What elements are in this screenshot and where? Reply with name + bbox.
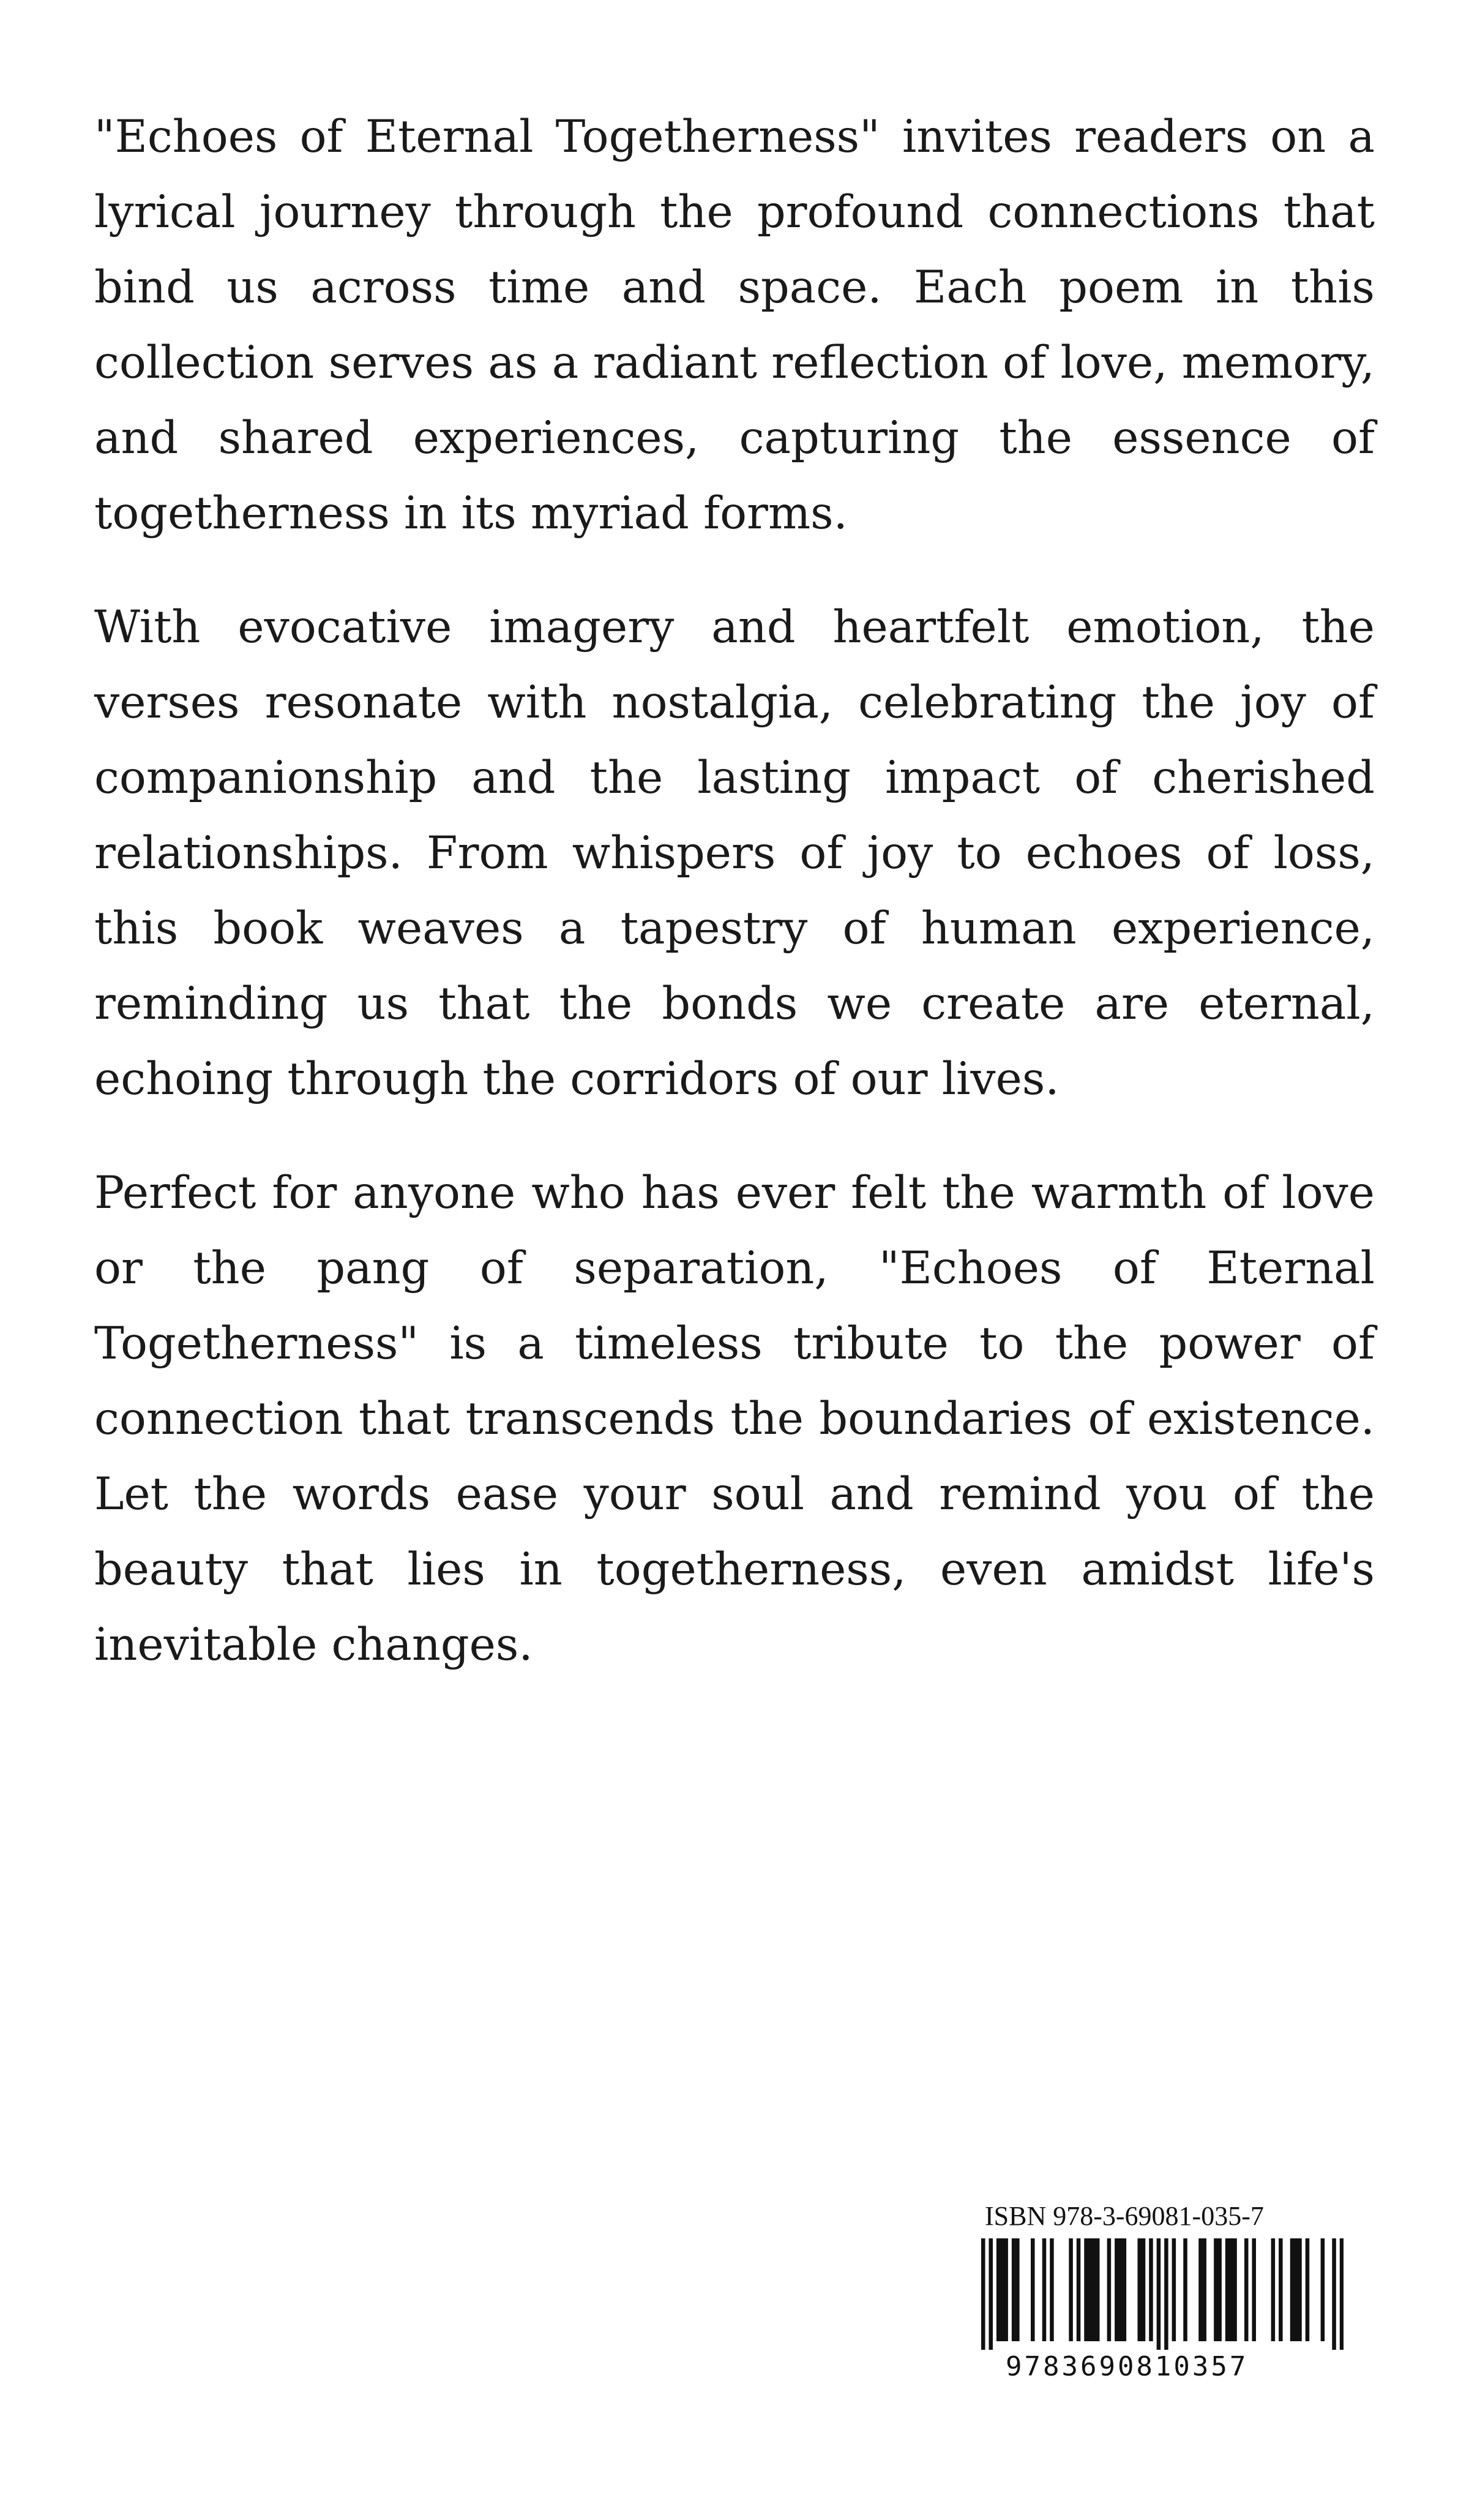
barcode-bars — [981, 2238, 1344, 2350]
blurb-paragraph-3: Perfect for anyone who has ever felt the warmth of love or the pang of separation, "Echoes of Eternal Togetherness" is a timeless tribute to the power of connection that transcends the boundaries of existence. Let the words ease your soul and remind you of the beauty that lies in togetherness, even amidst life's inevitable changes. — [94, 1167, 1375, 1671]
barcode-bar — [1157, 2238, 1161, 2350]
barcode-bar — [1294, 2238, 1298, 2341]
barcode-bar — [1252, 2238, 1256, 2341]
barcode-bar — [1012, 2238, 1016, 2341]
isbn-label: ISBN 978-3-69081-035-7 — [985, 2201, 1264, 2231]
barcode-bar — [1298, 2238, 1302, 2341]
barcode-bar — [1214, 2238, 1218, 2341]
barcode-bar — [1077, 2238, 1081, 2341]
barcode-bar — [1225, 2238, 1230, 2341]
isbn-barcode — [981, 2200, 1344, 2382]
barcode-bar — [1244, 2238, 1249, 2341]
barcode-bar — [1015, 2238, 1020, 2341]
blurb-text — [94, 99, 1375, 1721]
barcode-bar — [1306, 2238, 1310, 2341]
barcode-bar — [1031, 2238, 1035, 2341]
barcode-bar — [1118, 2238, 1123, 2341]
barcode-bar — [1084, 2238, 1088, 2341]
barcode-bar — [1340, 2238, 1344, 2350]
barcode-bar — [1279, 2238, 1283, 2341]
barcode-bar — [1069, 2238, 1073, 2341]
barcode-bar — [1229, 2238, 1233, 2341]
barcode-bar — [1107, 2238, 1112, 2341]
barcode-bar — [1123, 2238, 1127, 2341]
barcode-bar — [1137, 2238, 1142, 2341]
barcode-bar — [1172, 2238, 1176, 2341]
barcode-bar — [1233, 2238, 1237, 2341]
barcode-bar — [1142, 2238, 1146, 2341]
isbn-digits: 9783690810357 — [1006, 2351, 1249, 2382]
barcode-bar — [1164, 2238, 1168, 2350]
barcode-bar — [1115, 2238, 1119, 2341]
barcode-bar — [1149, 2238, 1153, 2341]
barcode-bar — [1088, 2238, 1092, 2341]
barcode-bar — [1183, 2238, 1187, 2341]
barcode-bar — [1092, 2238, 1096, 2341]
barcode-bar — [1332, 2238, 1336, 2350]
barcode-bar — [1096, 2238, 1100, 2341]
barcode-bar — [1000, 2238, 1004, 2341]
barcode-bar — [1042, 2238, 1047, 2341]
barcode-bar — [989, 2238, 993, 2350]
barcode-bar — [1321, 2238, 1325, 2341]
barcode-bar — [996, 2238, 1001, 2341]
barcode-bar — [1271, 2238, 1276, 2341]
barcode-bar — [1217, 2238, 1222, 2341]
barcode-bar — [1202, 2238, 1206, 2341]
barcode-bar — [1004, 2238, 1008, 2341]
barcode-bar — [981, 2238, 985, 2350]
barcode-bar — [1050, 2238, 1054, 2341]
blurb-paragraph-2: With evocative imagery and heartfelt emotion, the verses resonate with nostalgia, celebrating the joy of companionship and the lasting impact of cherished relationships. From whispers of joy to echoes of loss, this book weaves a tapestry of human experience, reminding us that the bonds we create are eternal, echoing through the corridors of our lives. — [94, 601, 1375, 1105]
blurb-paragraph-1: "Echoes of Eternal Togetherness" invites readers on a lyrical journey through the profound connections that bind us across time and space. Each poem in this collection serves as a radiant reflection of love, memory, and shared experiences, capturing the essence of togetherness in its myriad forms. — [94, 111, 1375, 539]
barcode-bar — [1290, 2238, 1295, 2341]
barcode-bar — [1198, 2238, 1203, 2341]
